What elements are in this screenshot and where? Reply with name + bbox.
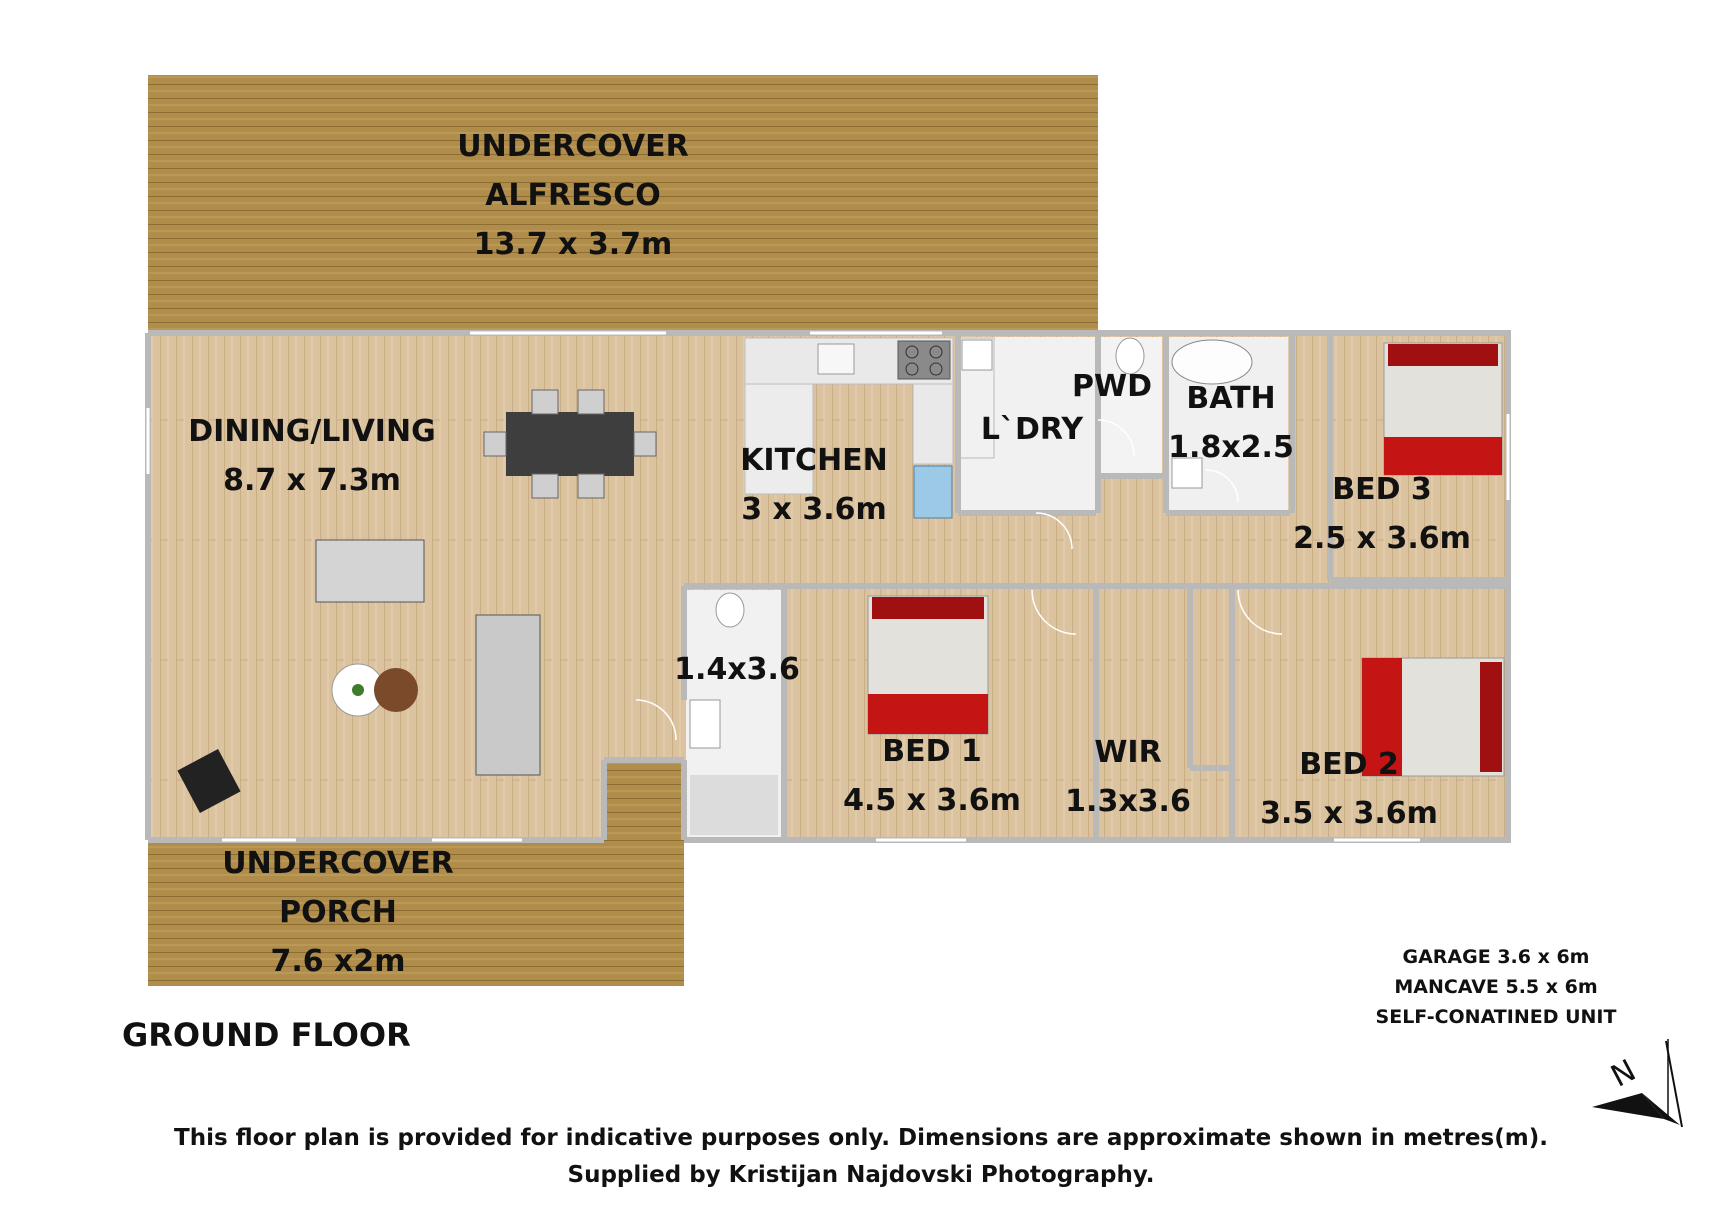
bed2-name: BED 2 xyxy=(1299,747,1399,782)
ensuite-toilet xyxy=(716,593,744,627)
bed1-dims: 4.5 x 3.6m xyxy=(843,783,1021,818)
alfresco-dims: 13.7 x 3.7m xyxy=(473,227,673,262)
shower-floor xyxy=(690,775,778,835)
alfresco-name-line2: ALFRESCO xyxy=(485,178,661,213)
dining-chair xyxy=(532,474,558,498)
dining-living-dims: 8.7 x 7.3m xyxy=(223,463,401,498)
dining-living-label xyxy=(162,407,462,505)
cooktop xyxy=(898,341,950,379)
laundry-tub xyxy=(962,340,992,370)
bed2-label xyxy=(1249,740,1449,838)
mancave-note: MANCAVE 5.5 x 6m xyxy=(1394,976,1598,998)
bed1-name: BED 1 xyxy=(882,734,982,769)
disclaimer-line1: This floor plan is provided for indicative purposes only. Dimensions are approximate shown in metres(m). xyxy=(174,1125,1548,1151)
wir-label xyxy=(1053,728,1203,826)
bath-name: BATH xyxy=(1186,381,1276,416)
kitchen-dims: 3 x 3.6m xyxy=(741,492,887,527)
fridge xyxy=(914,466,952,518)
dining-chair xyxy=(484,432,506,456)
dining-chair xyxy=(578,390,604,414)
kitchen-bench-side xyxy=(913,384,953,464)
laundry-label xyxy=(966,405,1098,454)
bed1-pillows xyxy=(872,597,984,619)
disclaimer xyxy=(0,1120,1722,1194)
bed3-pillows xyxy=(1388,344,1498,366)
wir-name: WIR xyxy=(1094,735,1162,770)
bath-dims: 1.8x2.5 xyxy=(1168,430,1294,465)
dining-table xyxy=(506,412,634,476)
side-table-round xyxy=(374,668,418,712)
dining-chair xyxy=(634,432,656,456)
ensuite-dims: 1.4x3.6 xyxy=(674,652,800,687)
alfresco-name-line1: UNDERCOVER xyxy=(457,129,689,164)
dining-living-name: DINING/LIVING xyxy=(188,414,436,449)
porch-name-line2: PORCH xyxy=(279,895,397,930)
sofa-small xyxy=(316,540,424,602)
ensuite-vanity xyxy=(690,700,720,748)
laundry-name: L`DRY xyxy=(980,412,1084,447)
plant-icon xyxy=(352,684,364,696)
powder-label xyxy=(1062,362,1162,411)
garage-note: GARAGE 3.6 x 6m xyxy=(1402,946,1590,968)
extra-buildings-notes xyxy=(1336,942,1656,1032)
floor-title: GROUND FLOOR xyxy=(122,1016,411,1054)
ensuite-label xyxy=(662,645,812,694)
bed3-dims: 2.5 x 3.6m xyxy=(1293,521,1471,556)
porch-name-line1: UNDERCOVER xyxy=(222,846,454,881)
kitchen-label xyxy=(714,436,914,534)
kitchen-sink xyxy=(818,344,854,374)
porch-step xyxy=(604,760,684,840)
kitchen-name: KITCHEN xyxy=(740,443,888,478)
compass-letter: N xyxy=(1605,1053,1642,1095)
disclaimer-line2: Supplied by Kristijan Najdovski Photography. xyxy=(567,1162,1155,1188)
bed3-name: BED 3 xyxy=(1332,472,1432,507)
sofa-long xyxy=(476,615,540,775)
bed1-label xyxy=(832,727,1032,825)
powder-name: PWD xyxy=(1072,369,1152,404)
wir-dims: 1.3x3.6 xyxy=(1065,784,1191,819)
porch-dims: 7.6 x2m xyxy=(270,944,406,979)
alfresco-label xyxy=(418,122,728,269)
unit-note: SELF-CONATINED UNIT xyxy=(1375,1006,1617,1028)
bath-label xyxy=(1156,374,1306,472)
dining-chair xyxy=(578,474,604,498)
bed2-dims: 3.5 x 3.6m xyxy=(1260,796,1438,831)
dining-chair xyxy=(532,390,558,414)
bed3-label xyxy=(1282,465,1482,563)
porch-label xyxy=(188,839,488,986)
bed2-pillows xyxy=(1480,662,1502,772)
